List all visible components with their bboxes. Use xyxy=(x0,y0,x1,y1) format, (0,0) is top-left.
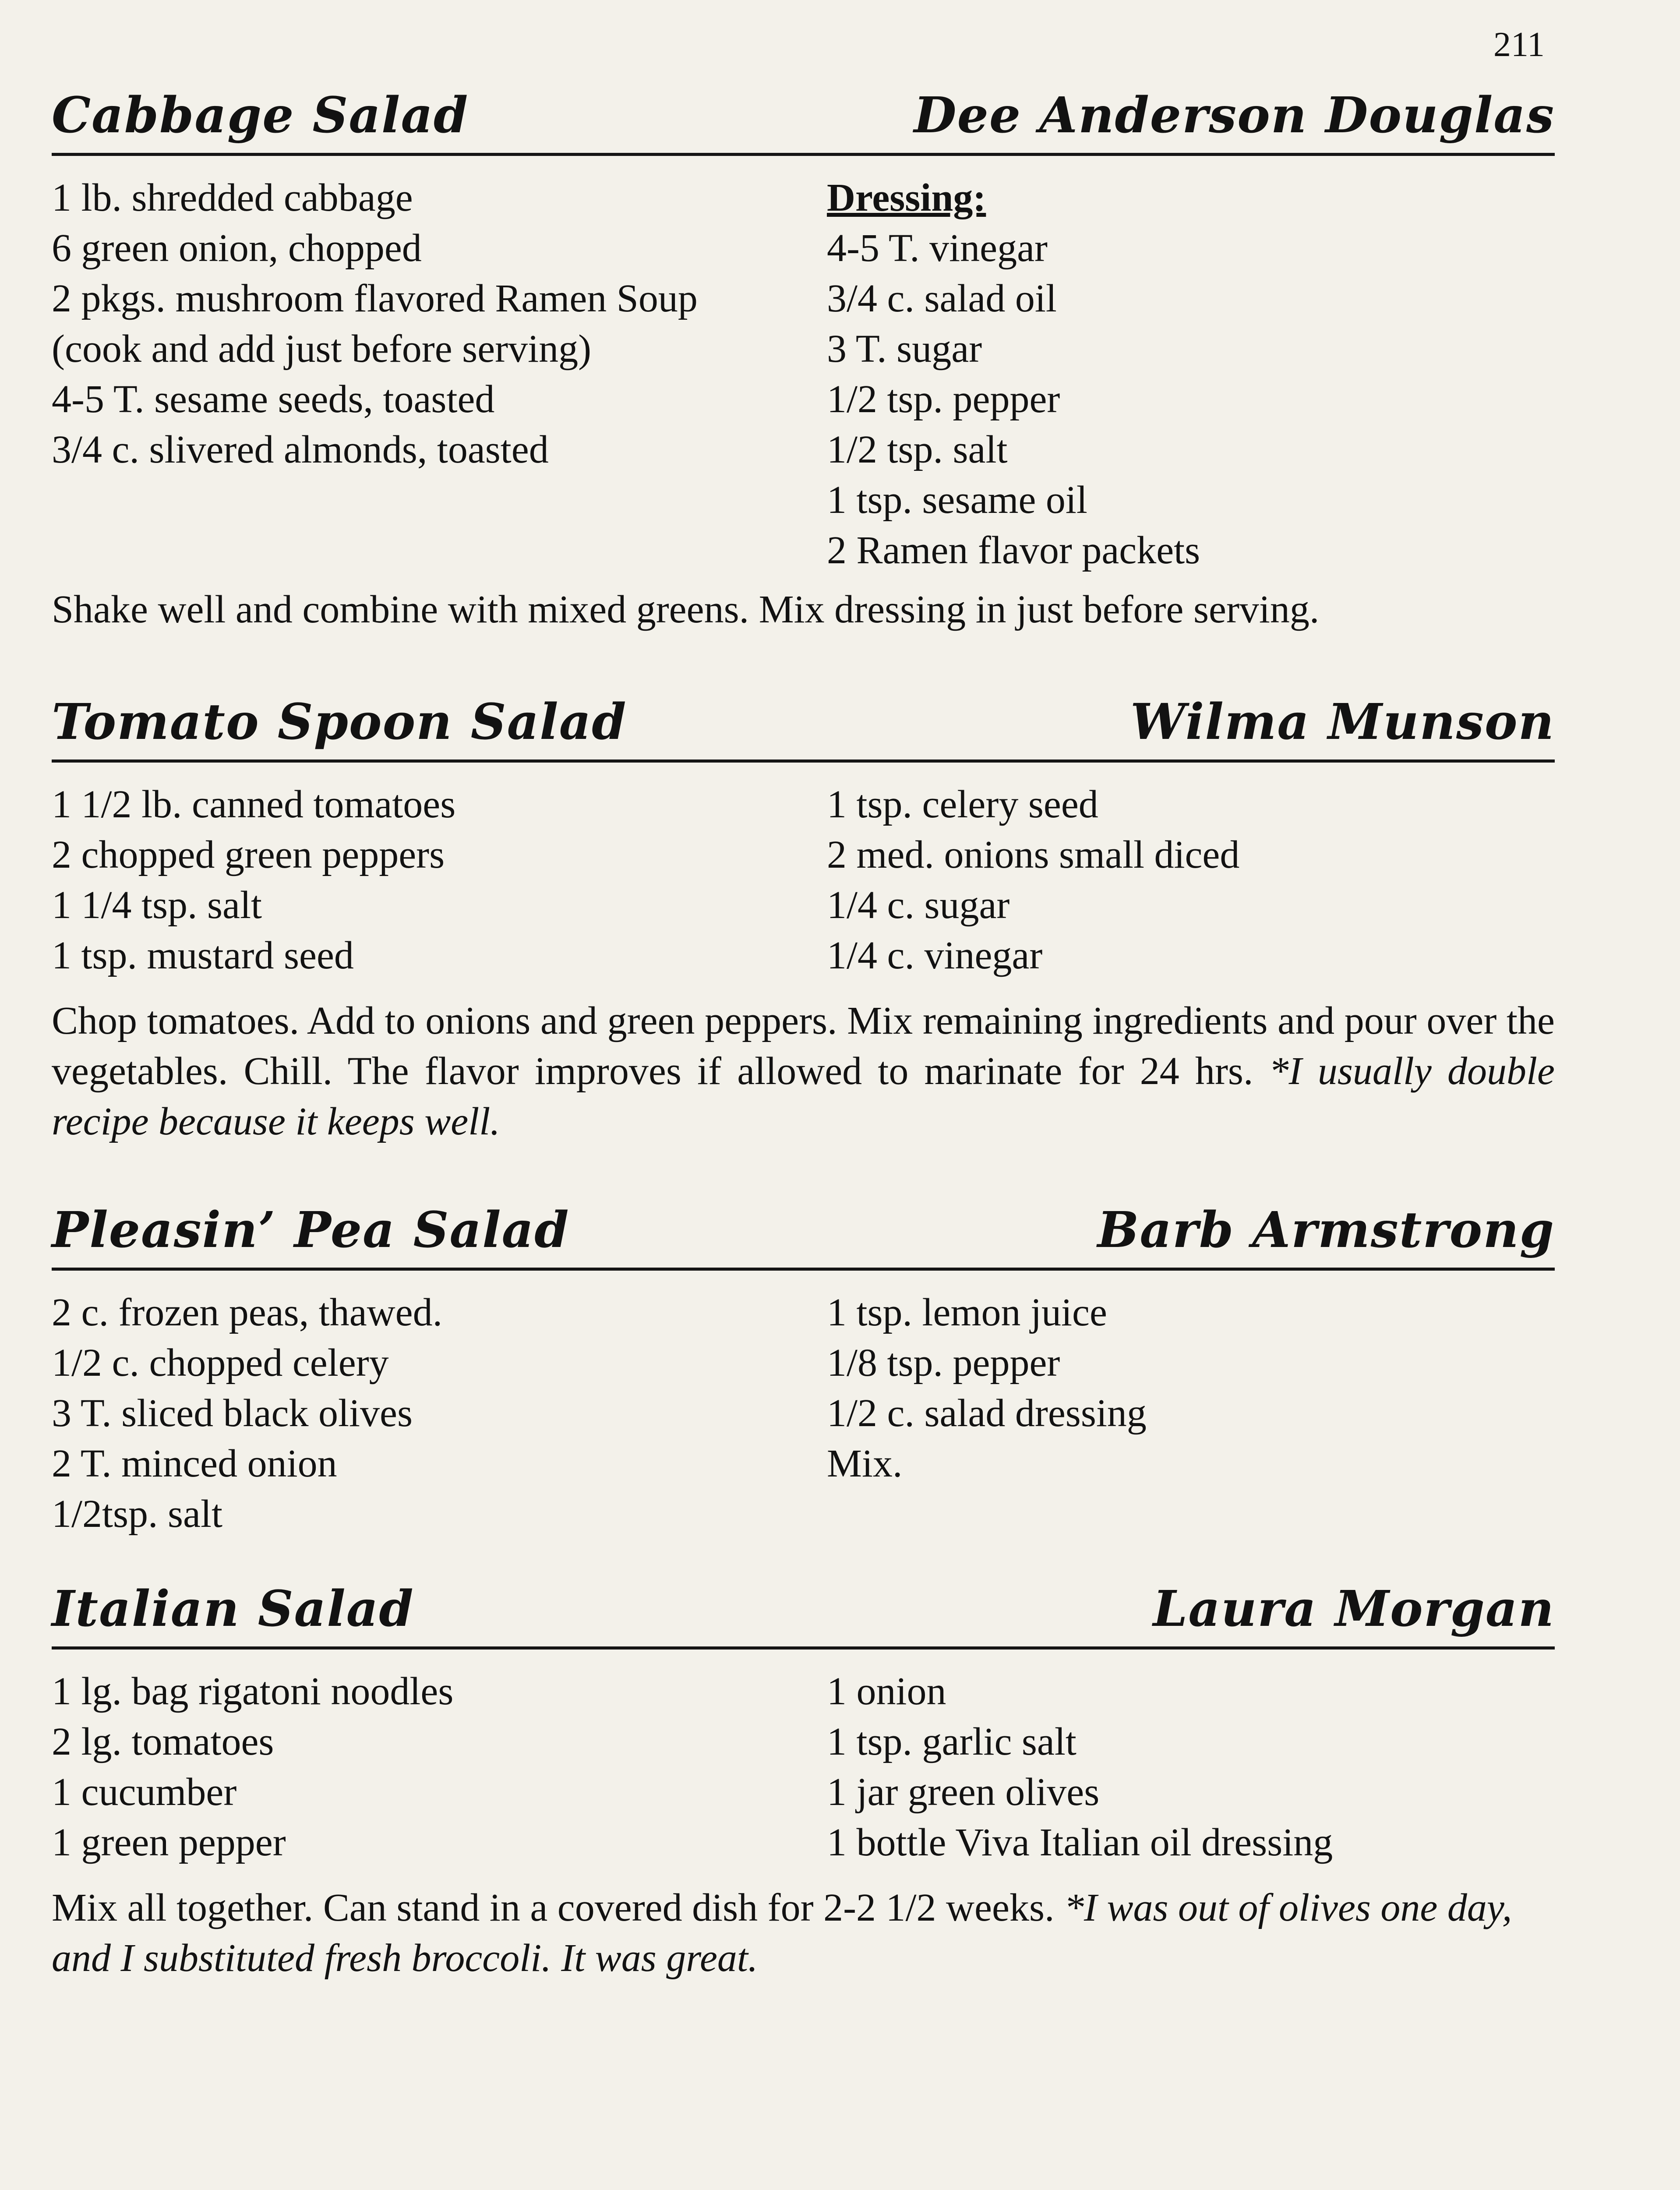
ingredient: 1 green pepper xyxy=(52,1820,286,1864)
ingredient: 1 tsp. mustard seed xyxy=(52,933,354,977)
ingredient: 3 T. sliced black olives xyxy=(52,1391,413,1435)
directions-text: Chop tomatoes. Add to onions and green peppers. Mix remaining ingredients and pour over the vegetables. Chill. The flavor improves if allowed to marinate for 24 hrs. xyxy=(52,999,1555,1093)
ingredient: 2 c. frozen peas, thawed. xyxy=(52,1290,443,1334)
ingredients-right-column xyxy=(827,173,1555,576)
recipe-header xyxy=(52,1580,1555,1650)
ingredients-right-column xyxy=(827,1287,1555,1539)
ingredient: 1/4 c. sugar xyxy=(827,883,1010,927)
ingredient: 1 bottle Viva Italian oil dressing xyxy=(827,1820,1333,1864)
recipe-title: Pleasin’ Pea Salad xyxy=(52,1201,570,1259)
ingredients-left-column xyxy=(52,1287,827,1539)
recipe-directions xyxy=(52,584,1555,635)
recipe-cabbage-salad xyxy=(52,87,1555,635)
ingredients xyxy=(52,173,1555,576)
ingredient: 4-5 T. vinegar xyxy=(827,226,1048,270)
ingredient: 4-5 T. sesame seeds, toasted xyxy=(52,377,495,421)
ingredient: 1 1/2 lb. canned tomatoes xyxy=(52,782,456,826)
recipe-author: Barb Armstrong xyxy=(1097,1201,1555,1259)
ingredient: 2 pkgs. mushroom flavored Ramen Soup xyxy=(52,276,698,320)
recipe-italian-salad xyxy=(52,1580,1555,1983)
ingredient: 3/4 c. salad oil xyxy=(827,276,1057,320)
ingredient: 2 lg. tomatoes xyxy=(52,1720,274,1763)
recipe-directions xyxy=(52,1883,1555,1983)
ingredient: 2 chopped green peppers xyxy=(52,833,445,876)
ingredients-right-column xyxy=(827,1666,1555,1868)
ingredient: 2 T. minced onion xyxy=(52,1441,337,1485)
recipe-tomato-spoon-salad xyxy=(52,693,1555,1147)
ingredient: 1/2 tsp. pepper xyxy=(827,377,1060,421)
recipe-pleasin-pea-salad xyxy=(52,1201,1555,1539)
ingredients xyxy=(52,1666,1555,1868)
recipe-directions xyxy=(52,996,1555,1147)
ingredients-left-column xyxy=(52,173,827,576)
ingredient: 1/2tsp. salt xyxy=(52,1492,223,1536)
recipe-author: Laura Morgan xyxy=(1153,1580,1555,1638)
recipe-title: Italian Salad xyxy=(52,1580,414,1638)
ingredient: 1/2 c. salad dressing xyxy=(827,1391,1147,1435)
directions-text: Mix all together. Can stand in a covered dish for 2-2 1/2 weeks. xyxy=(52,1886,1064,1929)
recipe-title: Tomato Spoon Salad xyxy=(52,693,627,751)
ingredient: 1 lg. bag rigatoni noodles xyxy=(52,1669,454,1713)
ingredient: 1 tsp. lemon juice xyxy=(827,1290,1107,1334)
recipe-header xyxy=(52,1201,1555,1271)
ingredients xyxy=(52,779,1555,981)
ingredient: 1 lb. shredded cabbage xyxy=(52,176,413,219)
directions-note: *I was out of olives one day, and I substituted fresh broccoli. It was great. xyxy=(52,1886,1512,1980)
ingredient: 1 tsp. garlic salt xyxy=(827,1720,1076,1763)
page-number: 211 xyxy=(1493,25,1545,64)
ingredient: 2 Ramen flavor packets xyxy=(827,528,1200,572)
ingredients-right-column xyxy=(827,779,1555,981)
ingredients xyxy=(52,1287,1555,1539)
ingredient: 1 jar green olives xyxy=(827,1770,1100,1814)
ingredients-left-column xyxy=(52,1666,827,1868)
ingredient: 6 green onion, chopped xyxy=(52,226,422,270)
ingredient: 1/2 c. chopped celery xyxy=(52,1341,389,1385)
directions-note: *I usually double recipe because it keeps well. xyxy=(52,1049,1555,1143)
ingredient: 1 tsp. sesame oil xyxy=(827,478,1087,522)
ingredient: 1/4 c. vinegar xyxy=(827,933,1043,977)
ingredient: 1 tsp. celery seed xyxy=(827,782,1098,826)
directions-text: Shake well and combine with mixed greens. Mix dressing in just before serving. xyxy=(52,587,1320,631)
recipe-header xyxy=(52,693,1555,763)
recipe-author: Dee Anderson Douglas xyxy=(914,87,1555,144)
ingredient: Mix. xyxy=(827,1441,903,1485)
ingredient: 1 onion xyxy=(827,1669,946,1713)
dressing-label: Dressing: xyxy=(827,176,986,219)
ingredient: 3 T. sugar xyxy=(827,327,982,371)
recipe-author: Wilma Munson xyxy=(1130,693,1555,751)
ingredient: 1/8 tsp. pepper xyxy=(827,1341,1060,1385)
recipe-header xyxy=(52,87,1555,156)
ingredient: 2 med. onions small diced xyxy=(827,833,1240,876)
ingredient: 3/4 c. slivered almonds, toasted xyxy=(52,427,549,471)
recipe-title: Cabbage Salad xyxy=(52,87,469,144)
ingredient: 1 cucumber xyxy=(52,1770,237,1814)
ingredient: (cook and add just before serving) xyxy=(52,327,592,371)
ingredient: 1 1/4 tsp. salt xyxy=(52,883,262,927)
ingredient: 1/2 tsp. salt xyxy=(827,427,1008,471)
ingredients-left-column xyxy=(52,779,827,981)
